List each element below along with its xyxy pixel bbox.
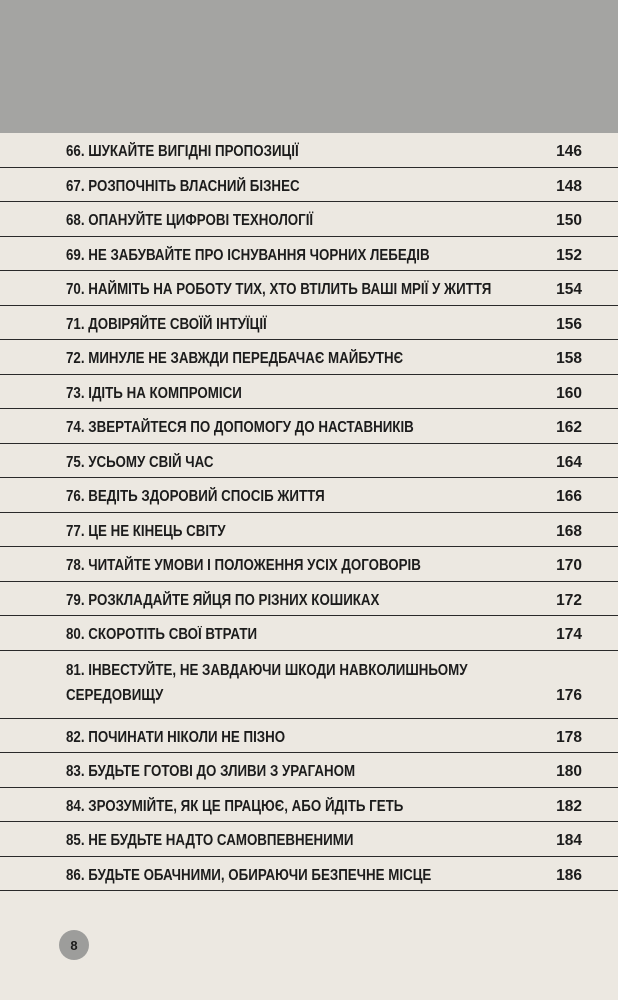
toc-entry-page: 168 xyxy=(556,522,582,540)
page-number: 8 xyxy=(70,937,78,953)
toc-entry xyxy=(0,271,618,306)
toc-entry xyxy=(0,133,618,168)
toc-entry-title: 76. ВЕДІТЬ ЗДОРОВИЙ СПОСІБ ЖИТТЯ xyxy=(66,488,325,505)
toc-entry-page: 164 xyxy=(556,453,582,471)
toc-entry-page: 158 xyxy=(556,350,582,367)
toc-entry-title: 68. ОПАНУЙТЕ ЦИФРОВІ ТЕХНОЛОГІЇ xyxy=(66,212,314,229)
toc-entry-title: 66. ШУКАЙТЕ ВИГІДНІ ПРОПОЗИЦІЇ xyxy=(66,143,299,160)
toc-entry-title: 71. ДОВІРЯЙТЕ СВОЇЙ ІНТУЇЦІЇ xyxy=(66,315,267,333)
toc-entry-page: 170 xyxy=(556,557,582,574)
toc-entry xyxy=(0,616,618,651)
toc-entry-title: 72. МИНУЛЕ НЕ ЗАВЖДИ ПЕРЕДБАЧАЄ МАЙБУТНЄ xyxy=(66,350,404,367)
toc-entry xyxy=(0,409,618,444)
toc-entry-title: 67. РОЗПОЧНІТЬ ВЛАСНИЙ БІЗНЕС xyxy=(66,177,300,195)
toc-entry xyxy=(0,340,618,375)
toc-entry xyxy=(0,822,618,857)
toc-entry-page: 182 xyxy=(556,797,582,815)
toc-entry-title: 79. РОЗКЛАДАЙТЕ ЯЙЦЯ ПО РІЗНИХ КОШИКАХ xyxy=(66,591,380,609)
toc-entry-page: 148 xyxy=(556,177,582,195)
toc-entry-page: 174 xyxy=(556,626,582,643)
toc-entry-page: 146 xyxy=(556,143,582,160)
toc-entry-title: 75. УСЬОМУ СВІЙ ЧАС xyxy=(66,453,214,471)
toc-entry xyxy=(0,375,618,410)
toc-entry-page: 180 xyxy=(556,763,582,780)
toc-entry-title: 83. БУДЬТЕ ГОТОВІ ДО ЗЛИВИ З УРАГАНОМ xyxy=(66,763,356,780)
toc-entry-title: 84. ЗРОЗУМІЙТЕ, ЯК ЦЕ ПРАЦЮЄ, АБО ЙДІТЬ ГЕТЬ xyxy=(66,797,404,815)
toc-entry xyxy=(0,719,618,754)
toc-entry-page: 184 xyxy=(556,832,582,849)
toc-entry-title: 70. НАЙМІТЬ НА РОБОТУ ТИХ, ХТО ВТІЛИТЬ ВАШІ МРІЇ У ЖИТТЯ xyxy=(66,281,492,298)
toc-entry-title: 82. ПОЧИНАТИ НІКОЛИ НЕ ПІЗНО xyxy=(66,728,286,746)
toc-entry xyxy=(0,306,618,341)
toc-entry xyxy=(0,753,618,788)
toc-entry-title: 81. ІНВЕСТУЙТЕ, НЕ ЗАВДАЮЧИ ШКОДИ НАВКОЛИШНЬОМУ СЕРЕДОВИЩУ xyxy=(66,661,468,704)
toc-entry-title: 74. ЗВЕРТАЙТЕСЯ ПО ДОПОМОГУ ДО НАСТАВНИКІВ xyxy=(66,419,414,436)
toc-entry-page: 172 xyxy=(556,591,582,609)
toc-entry xyxy=(0,478,618,513)
toc-entry xyxy=(0,237,618,272)
toc-entry-title: 80. СКОРОТІТЬ СВОЇ ВТРАТИ xyxy=(66,626,258,643)
toc-entry-page: 162 xyxy=(556,419,582,436)
toc-entry-page: 152 xyxy=(556,246,582,264)
toc-entry-page: 166 xyxy=(556,488,582,505)
toc-entry-page: 156 xyxy=(556,315,582,333)
toc-entry xyxy=(0,857,618,892)
toc-entry-title: 69. НЕ ЗАБУВАЙТЕ ПРО ІСНУВАННЯ ЧОРНИХ ЛЕБЕДІВ xyxy=(66,246,430,264)
toc-entry-page: 176 xyxy=(556,686,582,704)
toc-entry-page: 154 xyxy=(556,281,582,298)
toc-entry xyxy=(0,202,618,237)
toc-entry-page: 150 xyxy=(556,212,582,229)
toc-entry xyxy=(0,444,618,479)
toc-entry xyxy=(0,651,618,719)
page-number-badge xyxy=(59,930,89,960)
toc-entry xyxy=(0,168,618,203)
toc-entry-title: 85. НЕ БУДЬТЕ НАДТО САМОВПЕВНЕНИМИ xyxy=(66,832,354,849)
toc-entry-title: 73. ІДІТЬ НА КОМПРОМІСИ xyxy=(66,384,242,402)
toc-entry xyxy=(0,547,618,582)
table-of-contents xyxy=(0,133,618,891)
toc-entry xyxy=(0,582,618,617)
toc-entry-page: 160 xyxy=(556,384,582,402)
toc-entry-title: 77. ЦЕ НЕ КІНЕЦЬ СВІТУ xyxy=(66,522,226,540)
header-band xyxy=(0,0,618,133)
toc-entry-title: 86. БУДЬТЕ ОБАЧНИМИ, ОБИРАЮЧИ БЕЗПЕЧНЕ МІСЦЕ xyxy=(66,866,432,884)
toc-entry-page: 178 xyxy=(556,728,582,746)
toc-entry-title: 78. ЧИТАЙТЕ УМОВИ І ПОЛОЖЕННЯ УСІХ ДОГОВОРІВ xyxy=(66,557,421,574)
toc-entry xyxy=(0,513,618,548)
toc-entry xyxy=(0,788,618,823)
toc-entry-page: 186 xyxy=(556,866,582,884)
